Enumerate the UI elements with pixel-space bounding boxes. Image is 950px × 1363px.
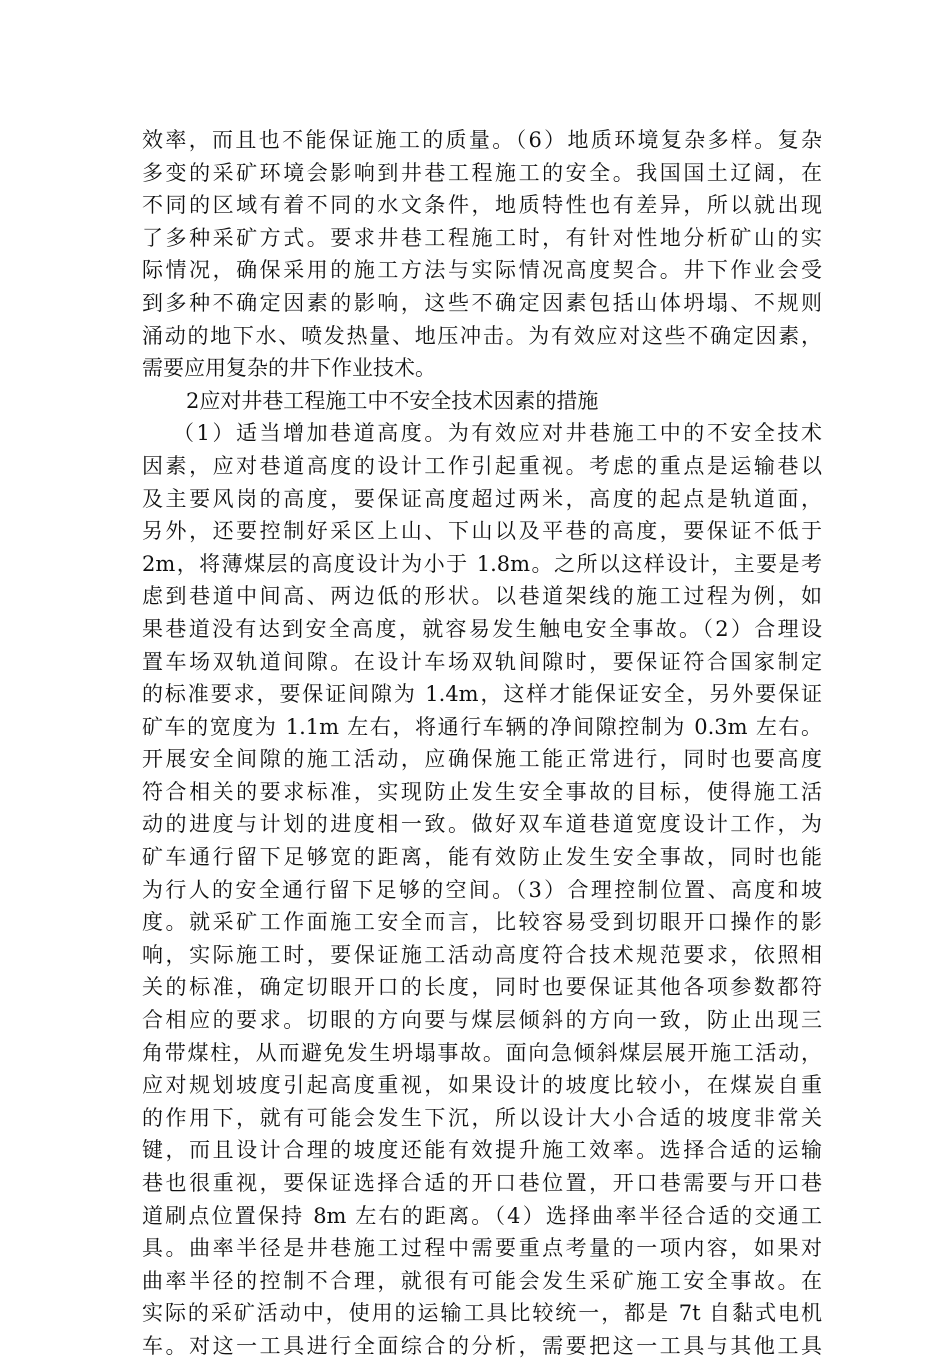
paragraph-line: 及主要风岗的高度，要保证高度超过两米，高度的起点是轨道面， — [142, 486, 822, 511]
section-heading: 2应对井巷工程施工中不安全技术因素的措施 — [186, 388, 599, 413]
paragraph-line: 虑到巷道中间高、两边低的形状。以巷道架线的施工过程为例，如 — [142, 584, 822, 609]
paragraph-line: 到多种不确定因素的影响，这些不确定因素包括山体坍塌、不规则 — [142, 290, 822, 315]
paragraph-line: 巷也很重视，要保证选择合适的开口巷位置，开口巷需要与开口巷 — [142, 1171, 822, 1195]
paragraph-line: 开展安全间隙的施工活动，应确保施工能正常进行，同时也要高度 — [142, 747, 822, 772]
paragraph-line: 的标准要求，要保证间隙为 1.4m，这样才能保证安全，另外要保证 — [142, 682, 822, 707]
paragraph-line: 角带煤柱，从而避免发生坍塌事故。面向急倾斜煤层展开施工活动， — [142, 1040, 822, 1065]
paragraph-line: 了多种采矿方式。要求井巷工程施工时，有针对性地分析矿山的实 — [142, 225, 822, 250]
paragraph-line: 多变的采矿环境会影响到井巷工程施工的安全。我国国土辽阔，在 — [142, 160, 822, 185]
paragraph-line: 符合相关的要求标准，实现防止发生安全事故的目标，使得施工活 — [142, 779, 822, 804]
paragraph-line: 度。就采矿工作面施工安全而言，比较容易受到切眼开口操作的影 — [142, 910, 822, 935]
paragraph-line: 为行人的安全通行留下足够的空间。（3）合理控制位置、高度和坡 — [142, 877, 822, 902]
paragraph-line: 际情况，确保采用的施工方法与实际情况高度契合。井下作业会受 — [142, 258, 822, 283]
paragraph-line: 置车场双轨道间隙。在设计车场双轨间隙时，要保证符合国家制定 — [142, 649, 822, 674]
paragraph-line: 的作用下，就有可能会发生下沉，所以设计大小合适的坡度非常关 — [142, 1105, 822, 1130]
document-body — [142, 124, 822, 1363]
paragraph-line: 需要应用复杂的井下作业技术。 — [142, 356, 436, 381]
paragraph-line: 效率，而且也不能保证施工的质量。（6）地质环境复杂多样。复杂 — [142, 128, 822, 152]
paragraph-line: 果巷道没有达到安全高度，就容易发生触电安全事故。（2）合理设 — [142, 616, 822, 641]
paragraph-line: 矿车通行留下足够宽的距离，能有效防止发生安全事故，同时也能 — [142, 845, 822, 870]
paragraph-line: 曲率半径的控制不合理，就很有可能会发生采矿施工安全事故。在 — [142, 1268, 822, 1293]
paragraph-line: 键，而且设计合理的坡度还能有效提升施工效率。选择合适的运输 — [142, 1138, 822, 1163]
paragraph-geology — [142, 124, 822, 385]
paragraph-line: 具。曲率半径是井巷施工过程中需要重点考量的一项内容，如果对 — [142, 1236, 822, 1261]
paragraph-line: 矿车的宽度为 1.1m 左右，将通行车辆的净间隙控制为 0.3m 左右。 — [142, 714, 822, 739]
paragraph-line: 2m，将薄煤层的高度设计为小于 1.8m。之所以这样设计，主要是考 — [142, 551, 822, 576]
paragraph-line: 动的进度与计划的进度相一致。做好双车道巷道宽度设计工作，为 — [142, 812, 822, 837]
paragraph-line: 响，实际施工时，要保证施工活动高度符合技术规范要求，依照相 — [142, 942, 822, 967]
paragraph-line: 涌动的地下水、喷发热量、地压冲击。为有效应对这些不确定因素， — [142, 323, 822, 348]
paragraph-line: 不同的区域有着不同的水文条件，地质特性也有差异，所以就出现 — [142, 193, 822, 218]
paragraph-line: 因素，应对巷道高度的设计工作引起重视。考虑的重点是运输巷以 — [142, 453, 822, 478]
paragraph-line: 道刷点位置保持 8m 左右的距离。（4）选择曲率半径合适的交通工 — [142, 1203, 822, 1228]
paragraph-line: 实际的采矿活动中，使用的运输工具比较统一，都是 7t 自黏式电机 — [142, 1301, 822, 1326]
paragraph-line: 关的标准，确定切眼开口的长度，同时也要保证其他各项参数都符 — [142, 975, 822, 1000]
paragraph-line: （1）适当增加巷道高度。为有效应对井巷施工中的不安全技术 — [173, 421, 822, 446]
paragraph-line: 车。对这一工具进行全面综合的分析，需要把这一工具与其他工具 — [142, 1333, 822, 1358]
paragraph-line: 应对规划坡度引起高度重视，如果设计的坡度比较小，在煤炭自重 — [142, 1073, 822, 1098]
paragraph-line: 另外，还要控制好采区上山、下山以及平巷的高度，要保证不低于 — [142, 519, 822, 544]
paragraph-measures — [142, 417, 822, 1362]
paragraph-line: 合相应的要求。切眼的方向要与煤层倾斜的方向一致，防止出现三 — [142, 1008, 822, 1033]
